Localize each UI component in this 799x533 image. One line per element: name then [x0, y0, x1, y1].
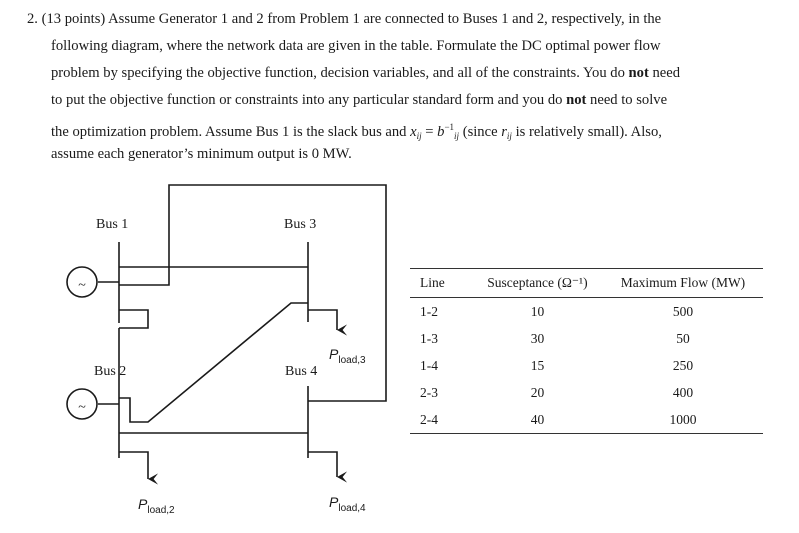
line-1-4 [119, 185, 386, 401]
bus-1-label: Bus 1 [96, 217, 129, 232]
bus-4-label: Bus 4 [285, 364, 318, 379]
table-row: 1-4 15 250 [420, 357, 694, 373]
problem-line-5: the optimization problem. Assume Bus 1 is the slack bus and $x_{ij} = b^{-1}_{ij}$ (since $r_{ij}$ is relatively small). Also, [51, 122, 662, 141]
generator-1-icon [67, 267, 97, 297]
load-2-label: $P_{load,2}$ [138, 496, 175, 516]
load-3-arrow [308, 310, 337, 330]
table-row: 1-3 30 50 [420, 330, 690, 346]
problem-line-6: assume each generator’s minimum output is 0 MW. [51, 146, 352, 162]
load-2-arrow [119, 452, 148, 479]
network-data-table [410, 268, 763, 434]
header-line: Line [420, 275, 445, 290]
problem-line-1: 2. (13 points) Assume Generator 1 and 2 from Problem 1 are connected to Buses 1 and 2, respectively, in the [27, 11, 662, 27]
load-3-label: $P_{load,3}$ [329, 346, 366, 366]
math-reactance: $x_{ij} = b^{-1}_{ij}$ [410, 122, 460, 141]
header-susceptance: Susceptance (Ω⁻¹) [487, 275, 588, 290]
bus-2-label: Bus 2 [94, 364, 127, 379]
load-4-arrow [308, 452, 337, 477]
table-header-row [410, 269, 763, 298]
problem-line-2: following diagram, where the network data are given in the table. Formulate the DC optimal power flow [51, 38, 661, 54]
table-row: 1-2 10 500 [420, 303, 694, 319]
svg-text:~: ~ [78, 278, 86, 293]
math-resistance: $r_{ij}$ [501, 124, 512, 141]
svg-text:~: ~ [78, 400, 86, 415]
problem-line-3: problem by specifying the objective function, decision variables, and all of the constraints. You do not need [51, 65, 681, 81]
problem-number: 2. [27, 11, 38, 27]
load-4-label: $P_{load,4}$ [329, 494, 366, 514]
problem-line-4: to put the objective function or constraints into any particular standard form and you do not need to solve [51, 92, 668, 108]
table-row: 2-4 40 1000 [410, 406, 763, 434]
bus-3-label: Bus 3 [284, 217, 317, 232]
problem-points: (13 points) [41, 11, 106, 27]
generator-2-icon [67, 389, 97, 419]
line-1-2-upper [119, 310, 148, 328]
table-row: 2-3 20 400 [420, 384, 694, 400]
header-max-flow: Maximum Flow (MW) [620, 275, 746, 290]
